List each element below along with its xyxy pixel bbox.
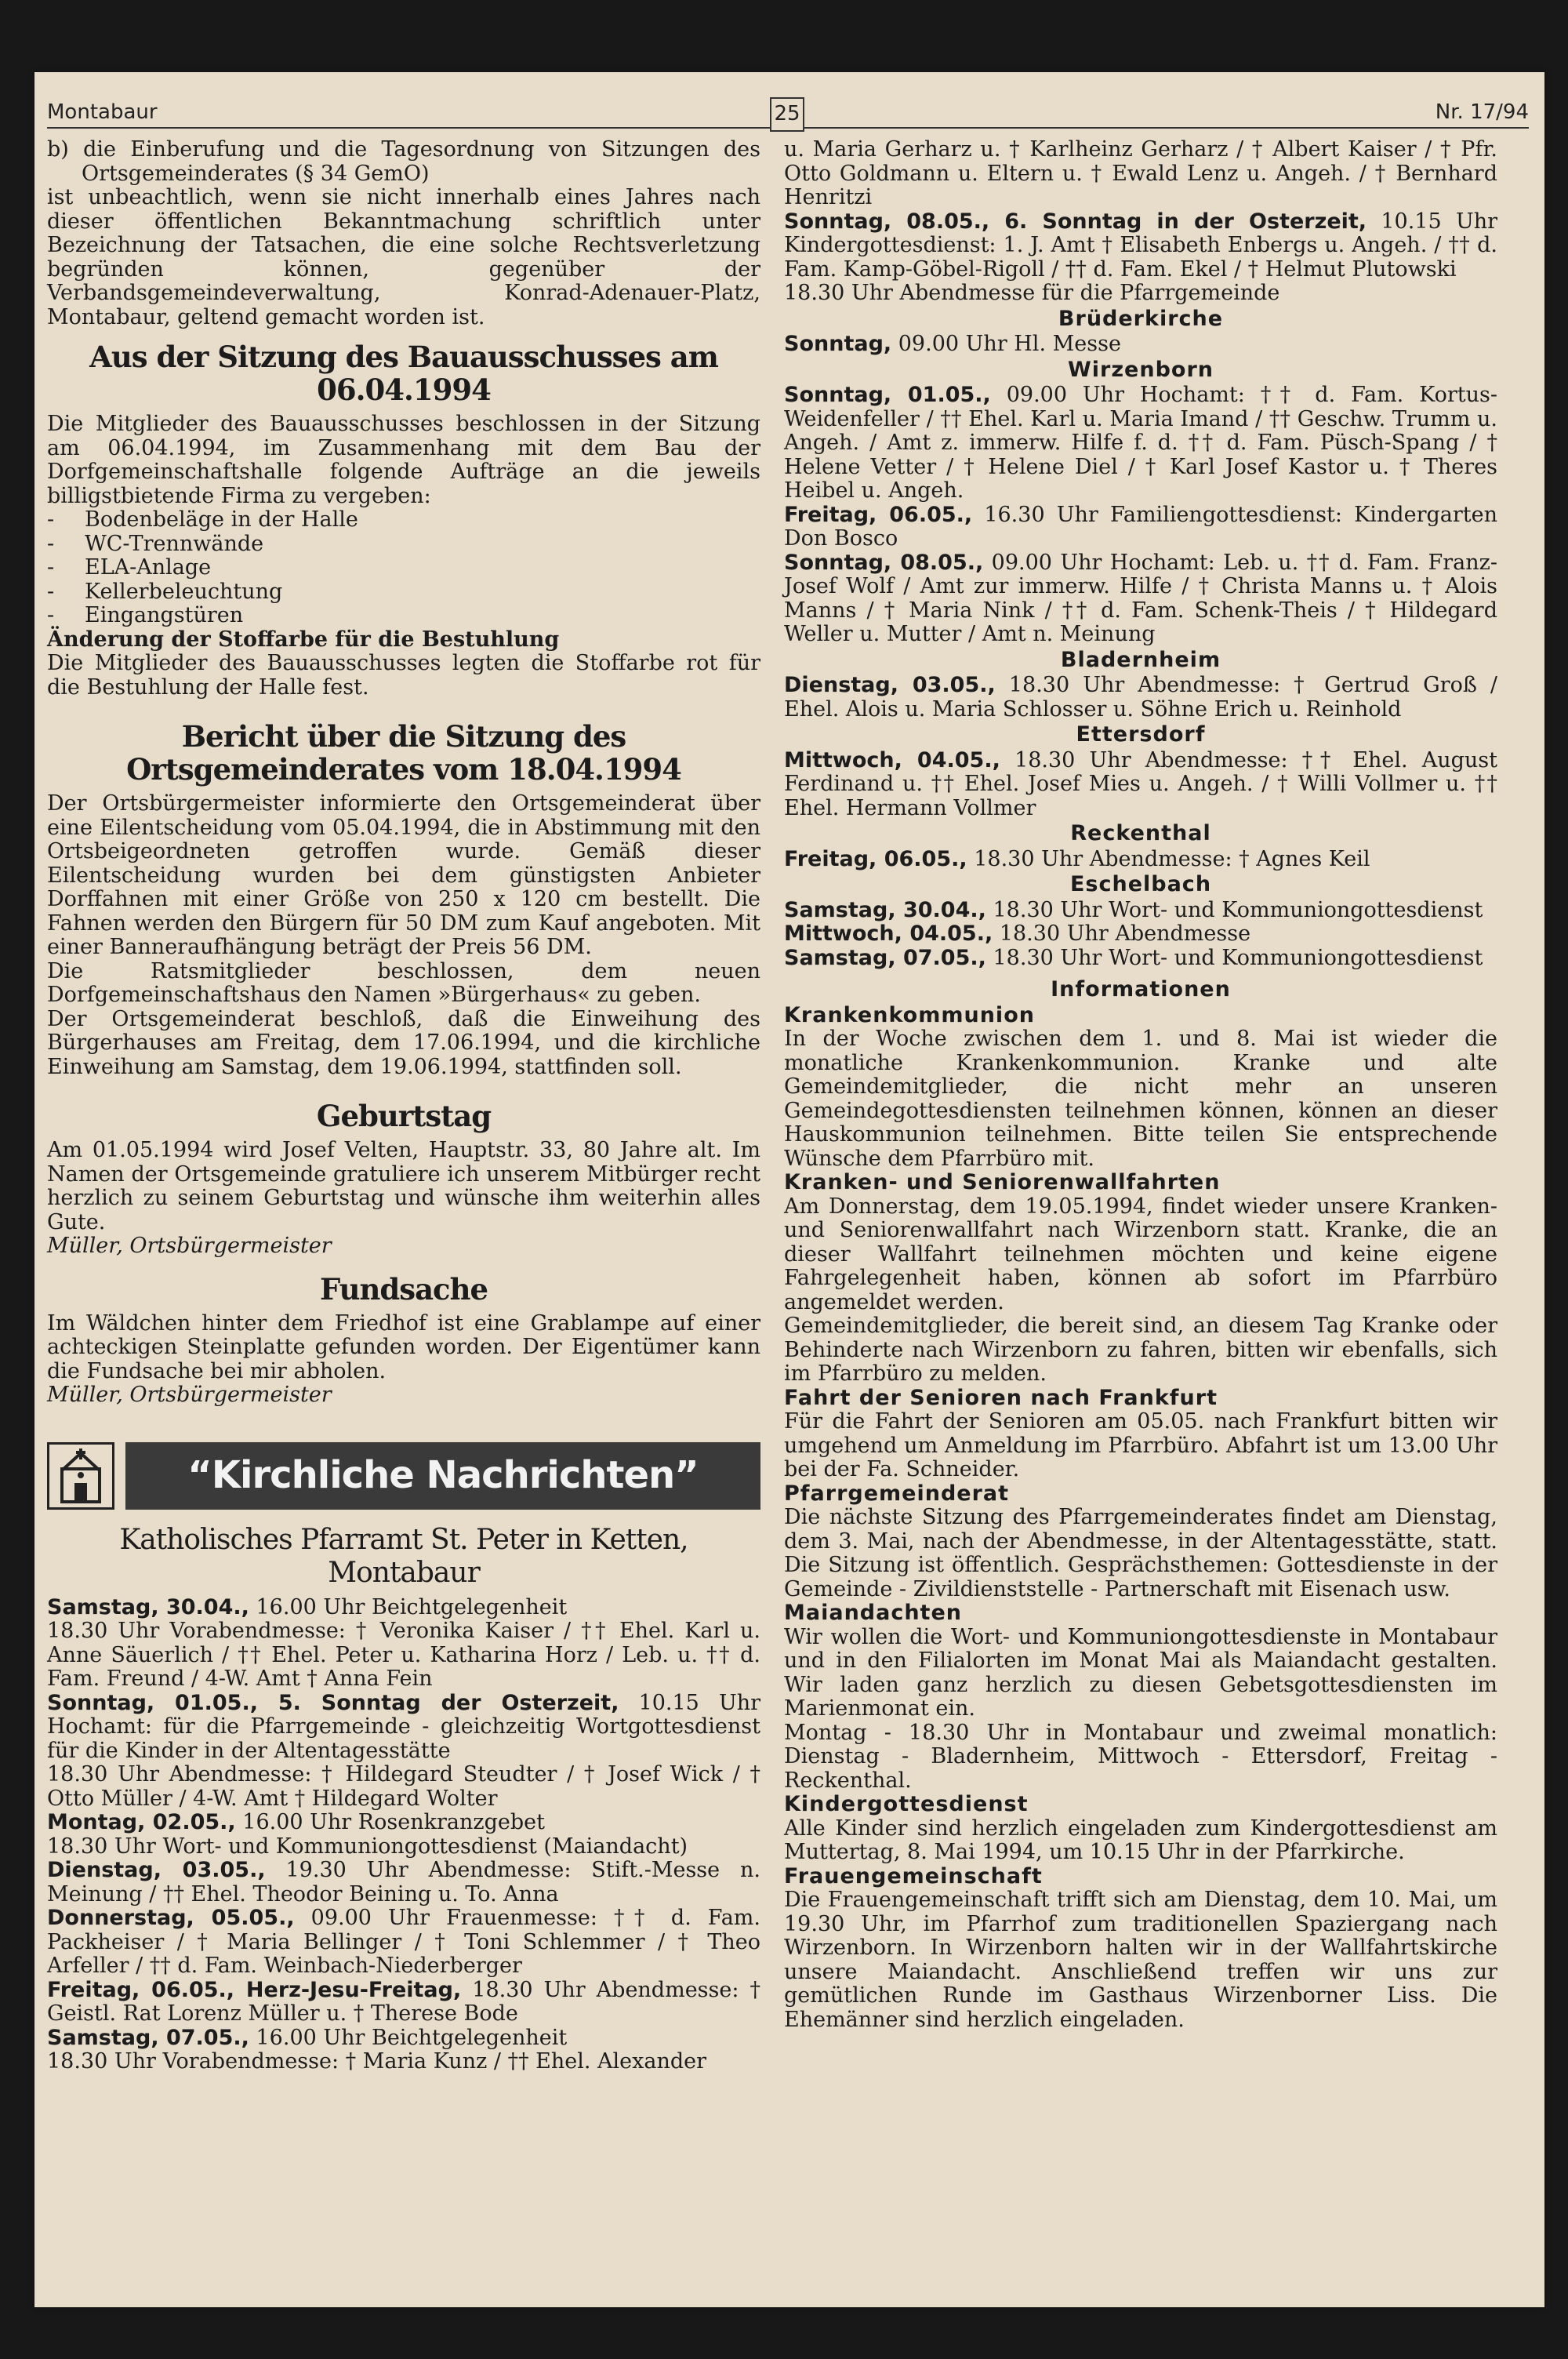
frankfurt-heading: Fahrt der Senioren nach Frankfurt [784, 1385, 1218, 1410]
schedule-entry: 18.30 Uhr Vorabendmesse: † Maria Kunz / †† Ehel. Alexander [47, 2049, 707, 2074]
bauausschuss-headline: Aus der Sitzung des Bauausschusses am 06.04.1994 [89, 340, 718, 407]
kindergottesdienst-text: Alle Kinder sind herzlich eingeladen zum Kindergottesdienst am Muttertag, 8. Mai 1994, um 10.15 Uhr in der Pfarrkirche. [784, 1816, 1497, 1864]
header-place: Montabaur [47, 100, 158, 124]
geburtstag-signature: Müller, Ortsbürgermeister [47, 1234, 332, 1258]
schedule-entry: Samstag, 07.05., 18.30 Uhr Wort- und Kommuniongottesdienst [784, 945, 1483, 970]
maiandachten-heading: Maiandachten [784, 1601, 962, 1625]
geburtstag-text: Am 01.05.1994 wird Josef Velten, Hauptstr. 33, 80 Jahre alt. Im Namen der Ortsgemeinde gratuliere ich unserem Mitbürger recht herzlich zu seinem Geburtstag und wünsche ihm weiterhin alles Gute. [47, 1138, 760, 1234]
wallfahrten-heading: Kranken- und Seniorenwallfahrten [784, 1170, 1221, 1194]
stoffarbe-text: Die Mitglieder des Bauausschusses legten die Stoffarbe rot für die Bestuhlung der Halle fest. [47, 651, 760, 700]
list-item: - Eingangstüren [47, 604, 760, 628]
church-icon [47, 1442, 114, 1510]
fundsache-headline: Fundsache [319, 1271, 488, 1307]
intro-text: ist unbeachtlich, wenn sie nicht innerhalb eines Jahres nach dieser öffentlichen Bekanntmachung schriftlich unter Bezeichnung der Tatsachen, die eine solche Rechtsverletzung begründen können, gegenüber der Verbandsgemeindeverwaltung, Konrad-Adenauer-Platz, Montabaur, geltend gemacht worden ist. [47, 185, 760, 329]
location-brueder: Brüderkirche [1058, 306, 1224, 331]
schedule-entry: Dienstag, 03.05., 18.30 Uhr Abendmesse: † Gertrud Groß / Ehel. Alois u. Maria Schlosser u. Söhne Erich u. Reinhold [784, 673, 1498, 722]
stoffarbe-subheading: Änderung der Stoffarbe für die Bestuhlung [47, 627, 560, 652]
schedule-entry: Sonntag, 08.05., 09.00 Uhr Hochamt: Leb. u. †† d. Fam. Franz-Josef Wolf / Amt zur immerw. Hilfe / † Christa Manns u. † Alois Manns / † Maria Nink / †† d. Fam. Schenk-Theis / † Hildegard Weller u. Mutter / Amt n. Meinung [784, 550, 1497, 646]
schedule-entry: Donnerstag, 05.05., 09.00 Uhr Frauenmesse: †† d. Fam. Packheiser / † Maria Bellinger / † Toni Schlemmer / † Theo Arfeller / †† d. Fam. Weinbach-Niederberger [47, 1906, 760, 1978]
location-ettersdorf: Ettersdorf [1076, 722, 1206, 747]
location-reckenthal: Reckenthal [1070, 821, 1211, 845]
maiandachten-text: Wir wollen die Wort- und Kommuniongottesdienste in Montabaur und in den Filialorten im Monat Mai als Maiandacht gestalten. Wir laden ganz herzlich zu diesen Gebetsgottesdiensten im Marienmonat ein. [784, 1624, 1497, 1721]
schedule-entry: Dienstag, 03.05., 19.30 Uhr Abendmesse: Stift.-Messe n. Meinung / †† Ehel. Theodor Beining u. To. Anna [47, 1858, 760, 1906]
frauengemeinschaft-text: Die Frauengemeinschaft trifft sich am Dienstag, dem 10. Mai, um 19.30 Uhr, im Pfarrhof zum traditionellen Spaziergang nach Wirzenborn. In Wirzenborn halten wir in der Wallfahrtskirche unsere Maiandacht. Anschließend treffen wir uns zur gemütlichen Runde im Gasthaus Wirzenborner Liss. Die Ehemänner sind herzlich eingeladen. [784, 1888, 1497, 2032]
intro-item-b: b) die Einberufung und die Tagesordnung von Sitzungen des Ortsgemeinderates (§ 34 GemO) [47, 137, 760, 186]
kirchliche-nachrichten-banner [47, 1442, 760, 1510]
page-header [47, 91, 1529, 129]
frankfurt-text: Für die Fahrt der Senioren am 05.05. nach Frankfurt bitten wir umgehend um Anmeldung im Pfarrbüro. Abfahrt ist um 13.00 Uhr bei der Fa. Schneider. [784, 1409, 1497, 1481]
schedule-entry: Sonntag, 09.00 Uhr Hl. Messe [784, 332, 1121, 356]
schedule-entry: Samstag, 30.04., 18.30 Uhr Wort- und Kommuniongottesdienst [784, 897, 1483, 922]
schedule-entry: 18.30 Uhr Vorabendmesse: † Veronika Kaiser / †† Ehel. Karl u. Anne Säuerlich / †† Ehel. Peter u. Katharina Horz / Leb. u. †† d. Fam. Freund / 4-W. Amt † Anna Fein [47, 1619, 760, 1691]
issue-number: Nr. 17/94 [1435, 100, 1529, 124]
bauausschuss-text: Die Mitglieder des Bauausschusses beschlossen in der Sitzung am 06.04.1994, im Zusammenhang mit dem Bau der Dorfgemeinschaftshalle folgende Aufträge an die jeweils billigstbietende Firma zu vergeben: [47, 412, 760, 508]
list-item: - WC-Trennwände [47, 533, 760, 557]
schedule-entry: Mittwoch, 04.05., 18.30 Uhr Abendmesse: †† Ehel. August Ferdinand u. †† Ehel. Josef Mies u. Angeh. / † Willi Vollmer u. †† Ehel. Hermann Vollmer [784, 747, 1497, 820]
krankenkommunion-text: In der Woche zwischen dem 1. und 8. Mai ist wieder die monatliche Krankenkommunion. Kranke und alte Gemeindemitglieder, die nicht mehr an unseren Gemeindegottesdiensten teilnehmen können, können an dieser Hauskommunion teilnehmen. Bitte teilen Sie entsprechende Wünsche dem Pfarrbüro mit. [784, 1027, 1497, 1171]
frauengemeinschaft-heading: Frauengemeinschaft [784, 1863, 1043, 1888]
schedule-entry: Samstag, 30.04., 16.00 Uhr Beichtgelegenheit [47, 1594, 568, 1619]
geburtstag-headline: Geburtstag [316, 1099, 492, 1133]
list-item: - Kellerbeleuchtung [47, 580, 760, 605]
right-column [784, 138, 1497, 2032]
location-wirzenborn: Wirzenborn [1067, 357, 1214, 382]
schedule-entry: Samstag, 07.05., 16.00 Uhr Beichtgelegenheit [47, 2025, 568, 2050]
wallfahrten-text-2: Gemeindemitglieder, die bereit sind, an diesem Tag Kranke oder Behinderte nach Wirzenborn zu fahren, bitten wir ebenfalls, sich im Pfarrbüro zu melden. [784, 1314, 1497, 1386]
krankenkommunion-heading: Krankenkommunion [784, 1002, 1035, 1027]
wallfahrten-text: Am Donnerstag, dem 19.05.1994, findet wieder unsere Kranken- und Seniorenwallfahrt nach Wirzenborn statt. Kranke, die an dieser Wallfahrt teilnehmen möchten und keine eigene Fahrgelegenheit haben, können ab sofort im Pfarrbüro angemeldet werden. [784, 1194, 1497, 1314]
schedule-entry: Mittwoch, 04.05., 18.30 Uhr Abendmesse [784, 921, 1251, 946]
list-item: - ELA-Anlage [47, 556, 760, 580]
ortsgemeinderat-headline: Bericht über die Sitzung des Ortsgemeinderates vom 18.04.1994 [126, 719, 681, 787]
schedule-entry: Montag, 02.05., 16.00 Uhr Rosenkranzgebet [47, 1810, 545, 1834]
pfarramt-headline: Katholisches Pfarramt St. Peter in Ketten, Montabaur [119, 1523, 688, 1589]
schedule-entry: Sonntag, 08.05., 6. Sonntag in der Osterzeit, 10.15 Uhr Kindergottesdienst: 1. J. Amt † Elisabeth Enbergs u. Angeh. / †† d. Fam. Kamp-Göbel-Rigoll / †† d. Fam. Ekel / † Helmut Plutowski [784, 209, 1497, 282]
schedule-entry: 18.30 Uhr Wort- und Kommuniongottesdienst (Maiandacht) [47, 1834, 688, 1859]
page-number: 25 [770, 97, 804, 132]
ortsgemeinderat-p2: Die Ratsmitglieder beschlossen, dem neuen Dorfgemeinschaftshaus den Namen »Bürgerhaus« zu geben. [47, 958, 760, 1007]
left-column [47, 138, 760, 2074]
banner-title: “Kirchliche Nachrichten” [125, 1442, 760, 1510]
pfarrgemeinderat-heading: Pfarrgemeinderat [784, 1481, 1010, 1506]
fundsache-signature: Müller, Ortsbürgermeister [47, 1383, 332, 1407]
auftraege-list [47, 508, 760, 628]
location-bladernheim: Bladernheim [1060, 647, 1221, 672]
location-eschelbach: Eschelbach [1069, 872, 1212, 896]
ortsgemeinderat-p3: Der Ortsgemeinderat beschloß, daß die Einweihung des Bürgerhauses am Freitag, dem 17.06.1994, und die kirchliche Einweihung am Samstag, dem 19.06.1994, stattfinden soll. [47, 1006, 760, 1079]
schedule-entry: Freitag, 06.05., 18.30 Uhr Abendmesse: † Agnes Keil [784, 846, 1370, 871]
pfarrgemeinderat-text: Die nächste Sitzung des Pfarrgemeinderates findet am Dienstag, dem 3. Mai, nach der Abendmesse, in der Altentagesstätte, statt. Die Sitzung ist öffentlich. Gesprächsthemen: Gottesdienste in der Gemeinde - Zivildienststelle - Partnerschaft mit Eisenach usw. [784, 1505, 1497, 1601]
schedule-entry: Freitag, 06.05., Herz-Jesu-Freitag, 18.30 Uhr Abendmesse: † Geistl. Rat Lorenz Müller u. † Therese Bode [47, 1977, 760, 2026]
fundsache-text: Im Wäldchen hinter dem Friedhof ist eine Grablampe auf einer achteckigen Steinplatte gefunden worden. Der Eigentümer kann die Fundsache bei mir abholen. [47, 1310, 760, 1383]
schedule-entry: Sonntag, 01.05., 5. Sonntag der Osterzeit, 10.15 Uhr Hochamt: für die Pfarrgemeinde - gleichzeitig Wortgottesdienst für die Kinder in der Altentagesstätte [47, 1690, 760, 1763]
maiandachten-text-2: Montag - 18.30 Uhr in Montabaur und zweimal monatlich: Dienstag - Bladernheim, Mittwoch - Ettersdorf, Freitag - Reckenthal. [784, 1720, 1497, 1793]
schedule-entry: Freitag, 06.05., 16.30 Uhr Familiengottesdienst: Kindergarten Don Bosco [784, 502, 1497, 551]
schedule-entry: 18.30 Uhr Abendmesse für die Pfarrgemeinde [784, 281, 1280, 305]
ortsgemeinderat-p1: Der Ortsbürgermeister informierte den Ortsgemeinderat über eine Eilentscheidung vom 05.04.1994, die in Abstimmung mit den Ortsbeigeordneten getroffen wurde. Gemäß dieser Eilentscheidung wurden bei dem günstigsten Anbieter Dorffahnen mit einer Größe von 250 x 120 cm bestellt. Die Fahnen werden den Bürgern für 50 DM zum Kauf angeboten. Mit einer Banneraufhängung beträgt der Preis 56 DM. [47, 791, 760, 959]
schedule-entry: u. Maria Gerharz u. † Karlheinz Gerharz / † Albert Kaiser / † Pfr. Otto Goldmann u. Eltern u. † Ewald Lenz u. Angeh. / † Bernhard Henritzi [784, 137, 1497, 209]
schedule-entry: Sonntag, 01.05., 09.00 Uhr Hochamt: †† d. Fam. Kortus-Weidenfeller / †† Ehel. Karl u. Maria Imand / †† Geschw. Trumm u. Angeh. / Amt z. immerw. Hilfe f. d. †† d. Fam. Püsch-Spang / † Helene Vetter / † Helene Diel / † Karl Josef Kastor u. † Theres Heibel u. Angeh. [784, 383, 1497, 503]
informationen-heading: Informationen [1051, 977, 1231, 1001]
schedule-entry: 18.30 Uhr Abendmesse: † Hildegard Steudter / † Josef Wick / † Otto Müller / 4-W. Amt † Hildegard Wolter [47, 1762, 760, 1811]
list-item: - Bodenbeläge in der Halle [47, 508, 760, 533]
kindergottesdienst-heading: Kindergottesdienst [784, 1792, 1029, 1816]
